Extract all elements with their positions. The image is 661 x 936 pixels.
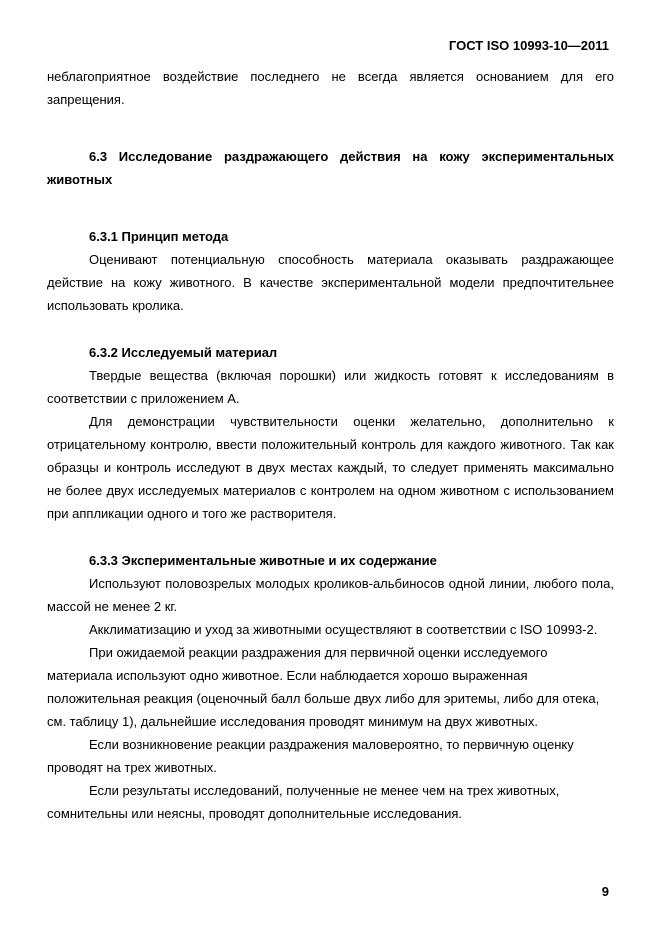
- section-heading-6-3: 6.3 Исследование раздражающего действия на кожу экспериментальных животных: [47, 149, 614, 187]
- paragraph-6-3-3-5: Если результаты исследований, полученные не менее чем на трех животных, сомнительны или неясны, проводят дополнительные исследования.: [47, 783, 560, 821]
- paragraph-6-3-3-4: Если возникновение реакции раздражения маловероятно, то первичную оценку проводят на трех животных.: [47, 737, 574, 775]
- section-heading-6-3-1: 6.3.1 Принцип метода: [89, 229, 229, 244]
- document-header: ГОСТ ISO 10993-10—2011: [448, 38, 609, 53]
- paragraph-6-3-3-2: Акклиматизацию и уход за животными осуществляют в соответствии с ISO 10993-2.: [89, 622, 598, 637]
- section-heading-6-3-3: 6.3.3 Экспериментальные животные и их содержание: [89, 553, 437, 568]
- section-heading-6-3-2: 6.3.2 Исследуемый материал: [89, 345, 278, 360]
- continuation-paragraph: неблагоприятное воздействие последнего не всегда является основанием для его запрещения.: [47, 69, 614, 107]
- paragraph-6-3-2-1: Твердые вещества (включая порошки) или жидкость готовят к исследованиям в соответствии с приложением А.: [47, 368, 614, 406]
- paragraph-6-3-3-1: Используют половозрелых молодых кроликов-альбиносов одной линии, любого пола, массой не менее 2 кг.: [47, 576, 614, 614]
- paragraph-6-3-3-3: При ожидаемой реакции раздражения для первичной оценки исследуемого материала используют одно животное. Если наблюдается хорошо выраженная положительная реакция (оценочный балл больше двух либо для эритемы, либо для отека, см. таблицу 1), дальнейшие исследования проводят минимум на двух животных.: [47, 645, 600, 729]
- page-number: 9: [601, 884, 609, 899]
- paragraph-6-3-1-1: Оценивают потенциальную способность материала оказывать раздражающее действие на кожу животного. В качестве экспериментальной модели предпочтительнее использовать кролика.: [47, 252, 614, 313]
- paragraph-6-3-2-2: Для демонстрации чувствительности оценки желательно, дополнительно к отрицательному контролю, ввести положительный контроль для каждого животного. Так как образцы и контроль исследуют в двух местах каждый, то следует применять максимально не более двух исследуемых материалов с контролем на одном животном с использованием при аппликации одного и того же растворителя.: [47, 414, 614, 521]
- document-body: [47, 65, 614, 825]
